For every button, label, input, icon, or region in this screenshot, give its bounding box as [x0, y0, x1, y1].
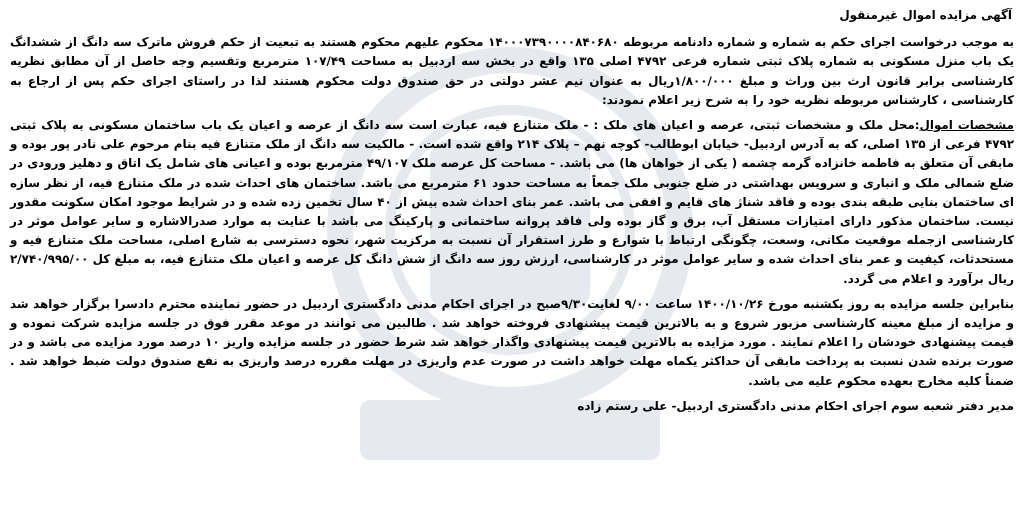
notice-document	[10, 6, 1014, 416]
notice-specs-paragraph	[10, 116, 1014, 289]
specs-label: مشخصات اموال	[919, 118, 1015, 133]
notice-title: آگهی مزایده اموال غیرمنقول	[839, 8, 1012, 22]
notice-signature: مدیر دفتر شعبه سوم اجرای احکام مدنی دادگستری اردبیل- علی رستم زاده	[577, 398, 1014, 413]
notice-auction-paragraph: بنابراین جلسه مزایده به روز یکشنبه مورخ ۱۴۰۰/۱۰/۲۶ ساعت ۹/۰۰ لغایت۹/۳۰صبح در اجرای احکام مدنی دادگستری اردبیل در حضور نماینده محترم دادسرا برگزار خواهد شد و مزایده از مبلغ معینه کارشناسی مزبور شروع و به بالاترین قیمت پیشنهادی فروخته خواهد شد . طالبین می توانند در موعد مقرر فوق در جلسه مزایده شرکت نموده و قیمت پیشنهادی خودشان را اعلام نمایند . مورد مزایده به بالاترین قیمت پیشنهادی واگذار خواهد شد شرط حضور در جلسه مزایده واریز ۱۰ درصد مورد مزایده می باشد و در صورت برنده شدن نسبت به پرداخت مابقی آن حداکثر یکماه مهلت خواهد داشت در صورت عدم واریزی در مهلت مقرره درصد واریزی به نفع صندوق دولت ضبط خواهد شد . ضمناً کلیه مخارج بعهده محکوم علیه می باشد.	[10, 296, 1014, 388]
specs-text: :محل ملک و مشخصات ثبتی، عرصه و اعیان های ملک : - ملک متنازع فیه، عبارت است سه دانگ از عرصه و اعیان یک باب ساختمان مسکونی به پلاک ثبتی ۴۷۹۲ فرعی از ۱۳۵ اصلی، که به آدرس اردبیل- خیابان ابوطالب- کوچه نهم – پلاک ۲۱۴ واقع شده است. - مالکیت سه دانگ از ملک متنازع فیه بنام مرحوم علی نادر پور بوده و مابقی آن متعلق به فاطمه خانزاده گرمه چشمه ( یکی از خواهان ها) می باشد. - مساحت کل عرصه ملک ۴۹/۱۰۷ مترمربع بوده و اعیانی های شامل یک اتاق و دهلیز ورودی در ضلع شمالی ملک و انباری و سرویس بهداشتی در ضلع جنوبی ملک جمعاً به مساحت حدود ۶۱ مترمربع می باشد. ساختمان های احداث شده در ملک متنازع فیه، از نظر سازه ای ساختمان بنایی طبقه بندی بوده و فاقد شناژ های قایم و افقی می باشد. عمر بنای احداث شده بیش از ۴۰ سال تخمین زده شده و در شرایط موجود امکان سکونت مقدور نیست. ساختمان مذکور دارای امتیازات مستقل آب، برق و گاز بوده ولی فاقد پروانه ساختمانی و پارکینگ می باشد با عنایت به موارد صدرالاشاره و سایر عوامل موثر در کارشناسی ازجمله موقعیت مکانی، وسعت، چگونگی ارتباط با شوارع و طرز استقرار آن نسبت به مرکزیت شهر، نحوه دسترسی به شارع اصلی، مساحت ملک متنازع فیه و مستحدثات، کیفیت و عمر بنای احداث شده و سایر عوامل موثر در کارشناسی، ارزش روز سه دانگ از شش دانگ کل عرصه و اعیان ملک متنازع فیه، به مبلغ کل ۲/۷۴۰/۹۹۵/۰۰ ریال برآورد و اعلام می گردد.	[10, 118, 1014, 286]
notice-intro-paragraph: به موجب درخواست اجرای حکم به شماره و شماره دادنامه مربوطه ۱۴۰۰۰۷۳۹۰۰۰۰۸۴۰۶۸۰ محکوم علیهم محکوم هستند به تبعیت از حکم فروش ماترک سه دانگ از ششدانگ یک باب منزل مسکونی به شماره پلاک ثبتی شماره فرعی ۴۷۹۲ اصلی ۱۳۵ واقع در بخش سه اردبیل به مساحت ۱۰۷/۴۹ مترمربع وتقسیم وجه حاصل از آن مطابق نظریه کارشناسی برابر قانون ارث بین وراث و مبلغ ۱/۸۰۰/۰۰۰ریال به عنوان نیم عشر دولتی در حق صندوق دولت محکوم هستند لذا در راستای اجرای حکم پس از ارجاع به کارشناسی ، کارشناس مربوطه نظریه خود را به شرح زیر اعلام نمودند:	[10, 35, 1015, 107]
